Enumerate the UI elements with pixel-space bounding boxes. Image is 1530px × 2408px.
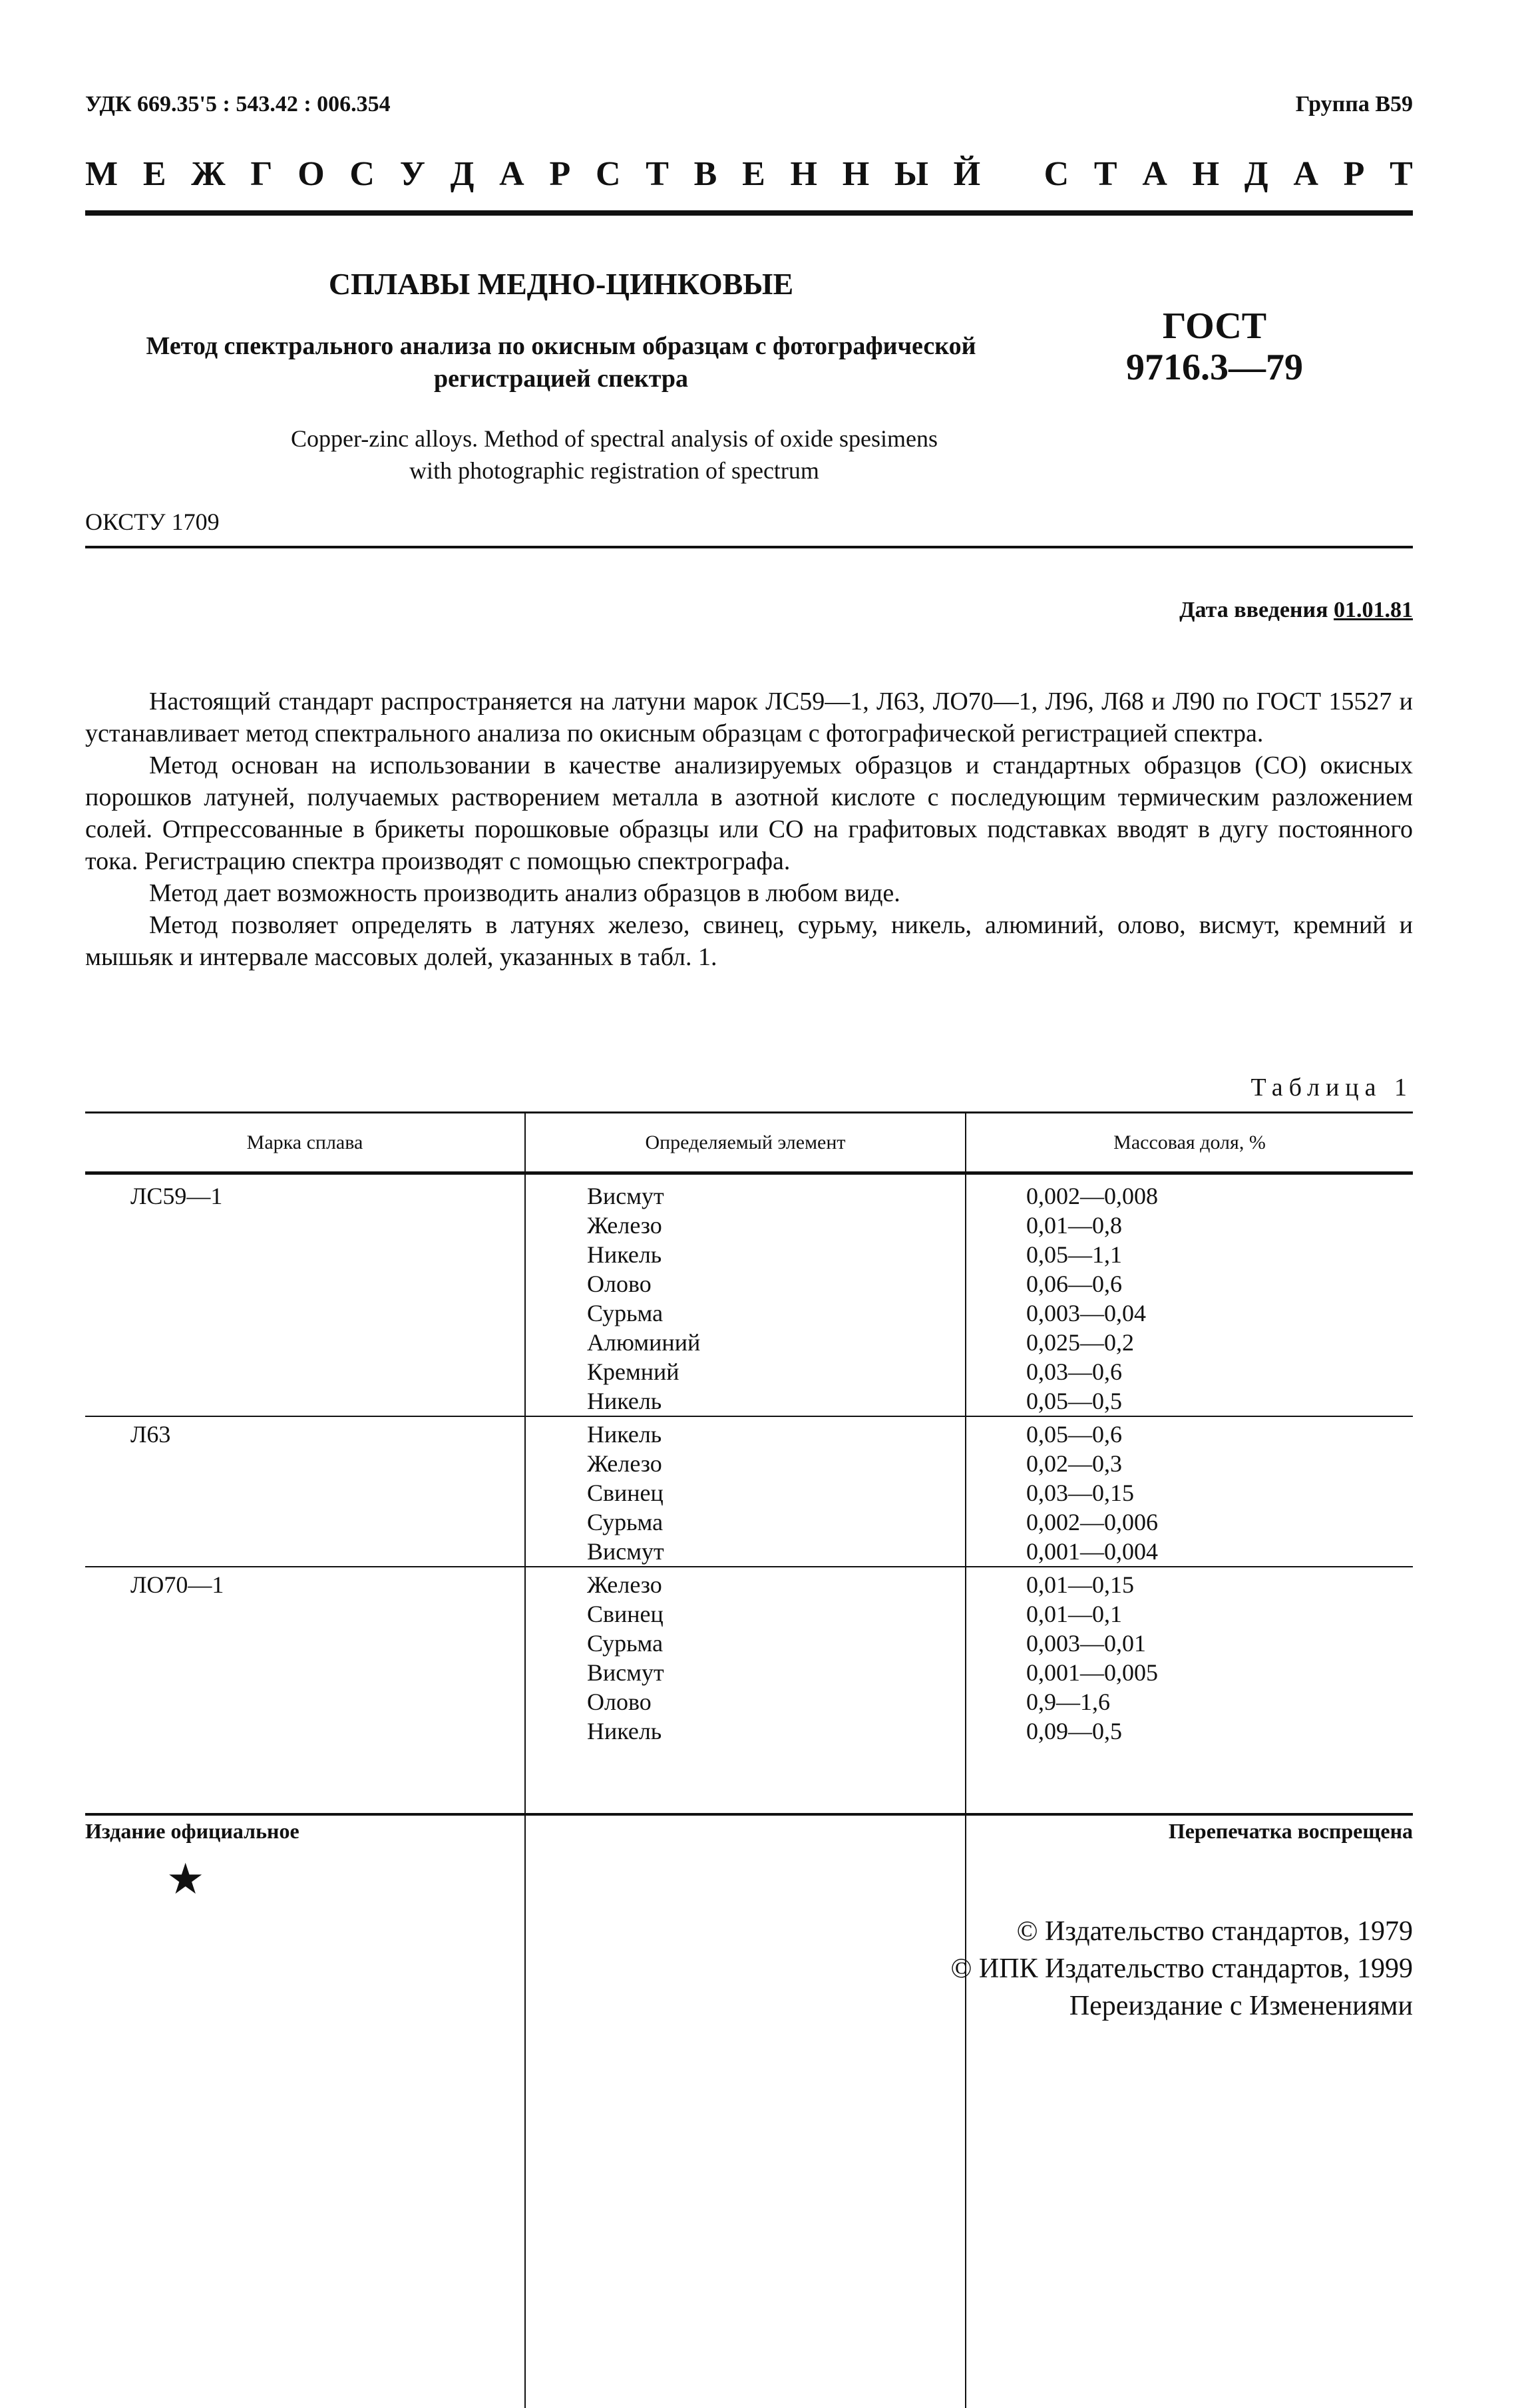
- banner-letter: Р: [549, 155, 571, 193]
- mass-fraction-cell: 0,9—1,6: [1026, 1689, 1110, 1715]
- table-top-rule: [85, 1111, 1413, 1113]
- banner-letter: А: [1142, 155, 1167, 193]
- table-row: [85, 1507, 1413, 1537]
- table-row: [85, 1449, 1413, 1478]
- paragraph: Метод позволяет определять в латунях железо, свинец, сурьму, никель, алюминий, олово, висмут, кремний и мышьяк и интервале массовых долей, указанных в табл. 1.: [85, 911, 1413, 971]
- element-cell: Сурьма: [587, 1509, 664, 1535]
- mass-fraction-cell: 0,003—0,01: [1026, 1630, 1146, 1657]
- element-cell: Висмут: [587, 1659, 664, 1686]
- element-cell: Алюминий: [587, 1329, 701, 1356]
- table-row: [85, 1240, 1413, 1269]
- alloy-name: Л63: [130, 1421, 171, 1448]
- table-row: [85, 1420, 1413, 1449]
- table-header-element: Определяемый элемент: [645, 1131, 846, 1153]
- element-cell: Железо: [587, 1212, 662, 1239]
- table-row: [85, 1299, 1413, 1328]
- element-cell: Сурьма: [587, 1300, 664, 1326]
- banner-letter: С: [349, 155, 375, 193]
- document-subtitle: [85, 330, 1037, 395]
- copyright-block: [950, 1913, 1413, 2025]
- banner-letter: Ж: [191, 155, 226, 193]
- table-row: [85, 1629, 1413, 1658]
- table-header-rule: [85, 1171, 1413, 1175]
- english-title: [85, 423, 1143, 487]
- subtitle-line-1: Метод спектрального анализа по окисным образцам с фотографической: [146, 332, 976, 360]
- mass-fraction-cell: 0,03—0,15: [1026, 1480, 1134, 1506]
- element-cell: Железо: [587, 1571, 662, 1598]
- banner-letter: Н: [790, 155, 817, 193]
- footer-rule: [85, 1813, 1413, 1816]
- mass-fraction-cell: 0,05—0,5: [1026, 1388, 1122, 1414]
- banner-letter: Н: [842, 155, 870, 193]
- mass-fraction-cell: 0,002—0,008: [1026, 1183, 1158, 1209]
- mass-fraction-cell: 0,09—0,5: [1026, 1718, 1122, 1744]
- banner-letter: С: [595, 155, 621, 193]
- banner-letter: Д: [450, 155, 475, 193]
- copyright-line-2: © ИПК Издательство стандартов, 1999: [950, 1953, 1413, 1984]
- mass-fraction-cell: 0,05—0,6: [1026, 1421, 1122, 1448]
- table-row: [85, 1687, 1413, 1716]
- banner-letter: Т: [646, 155, 669, 193]
- element-cell: Никель: [587, 1421, 662, 1448]
- effective-date-label: Дата введения: [1179, 598, 1328, 622]
- table-row: [85, 1357, 1413, 1386]
- element-cell: Свинец: [587, 1601, 664, 1627]
- table-row: [85, 1181, 1413, 1211]
- paragraph: Метод дает возможность производить анализ образцов в любом виде.: [149, 879, 900, 907]
- mass-fraction-cell: 0,001—0,004: [1026, 1538, 1158, 1565]
- table-row: [85, 1716, 1413, 1746]
- table-row: [85, 1599, 1413, 1629]
- banner-letter: А: [1293, 155, 1318, 193]
- reprint-prohibited-label: Перепечатка воспрещена: [1168, 1819, 1413, 1843]
- banner-letter: Г: [250, 155, 273, 193]
- mass-fraction-cell: 0,05—1,1: [1026, 1241, 1122, 1268]
- paragraph: Настоящий стандарт распространяется на латуни марок ЛС59—1, Л63, ЛО70—1, Л96, Л68 и Л90 по ГОСТ 15527 и устанавливает метод спектрального анализа по окисным образцам с фотографической регистрацией спектра.: [85, 688, 1413, 747]
- table-row: [85, 1269, 1413, 1299]
- table-row: [85, 1211, 1413, 1240]
- table-row: [85, 1328, 1413, 1357]
- mass-fraction-cell: 0,03—0,6: [1026, 1358, 1122, 1385]
- standard-banner: [85, 154, 1413, 194]
- star-icon: ★: [166, 1856, 205, 1903]
- element-cell: Висмут: [587, 1538, 664, 1565]
- effective-date-value: 01.01.81: [1334, 598, 1413, 622]
- banner-letter: М: [85, 155, 118, 193]
- mass-fraction-cell: 0,003—0,04: [1026, 1300, 1146, 1326]
- mass-fraction-cell: 0,01—0,1: [1026, 1601, 1122, 1627]
- banner-letter: Н: [1192, 155, 1220, 193]
- title-rule: [85, 546, 1413, 548]
- table-caption: Таблица 1: [1250, 1074, 1413, 1102]
- banner-letter: Д: [1244, 155, 1268, 193]
- document-title: СПЛАВЫ МЕДНО-ЦИНКОВЫЕ: [328, 267, 794, 301]
- banner-letter: Т: [1093, 155, 1117, 193]
- table-header-fraction: Массовая доля, %: [1113, 1131, 1266, 1153]
- mass-fraction-cell: 0,001—0,005: [1026, 1659, 1158, 1686]
- element-cell: Никель: [587, 1388, 662, 1414]
- banner-letter: А: [499, 155, 524, 193]
- mass-fraction-cell: 0,02—0,3: [1026, 1450, 1122, 1477]
- effective-date: [1179, 598, 1413, 623]
- element-cell: Никель: [587, 1241, 662, 1268]
- copyright-line-1: © Издательство стандартов, 1979: [1016, 1916, 1413, 1947]
- gost-number: [1091, 306, 1338, 388]
- mass-fraction-cell: 0,01—0,8: [1026, 1212, 1122, 1239]
- mass-fraction-cell: 0,025—0,2: [1026, 1329, 1134, 1356]
- subtitle-line-2: регистрацией спектра: [433, 364, 689, 393]
- banner-rule: [85, 210, 1413, 216]
- banner-letter: Е: [142, 155, 166, 193]
- table-row: [85, 1658, 1413, 1687]
- mass-fraction-cell: 0,06—0,6: [1026, 1271, 1122, 1297]
- element-cell: Сурьма: [587, 1630, 664, 1657]
- official-edition-label: Издание официальное: [85, 1819, 299, 1843]
- table-group-rule: [85, 1566, 1413, 1567]
- paragraph: Метод основан на использовании в качестве анализируемых образцов и стандартных образцов (СО) окисных порошков латуней, получаемых растворением металла в азотной кислоте с последующим термическим разложением солей. Отпрессованные в брикеты порошковые образцы или СО на графитовых подставках вводят в дугу постоянного тока. Регистрацию спектра производят с помощью спектрографа.: [85, 751, 1413, 875]
- english-title-line-2: with photographic registration of spectrum: [409, 457, 819, 484]
- group-code: Группа В59: [1295, 92, 1413, 116]
- banner-letter: О: [297, 155, 325, 193]
- banner-letter: Е: [742, 155, 765, 193]
- banner-letter: У: [399, 155, 425, 193]
- gost-code: 9716.3—79: [1126, 346, 1303, 388]
- element-cell: Железо: [587, 1450, 662, 1477]
- table-group-rule: [85, 1416, 1413, 1417]
- banner-letter: Т: [1390, 155, 1413, 193]
- body-text: [85, 686, 1413, 973]
- element-cell: Олово: [587, 1689, 652, 1715]
- banner-letter: Ы: [894, 155, 928, 193]
- element-cell: Олово: [587, 1271, 652, 1297]
- banner-letter: В: [693, 155, 717, 193]
- gost-label: ГОСТ: [1162, 305, 1267, 347]
- mass-fraction-cell: 0,002—0,006: [1026, 1509, 1158, 1535]
- okstu-code: ОКСТУ 1709: [85, 508, 220, 535]
- alloy-name: ЛО70—1: [130, 1571, 224, 1598]
- copyright-line-3: Переиздание с Изменениями: [1069, 1991, 1413, 2021]
- element-cell: Кремний: [587, 1358, 679, 1385]
- element-cell: Висмут: [587, 1183, 664, 1209]
- banner-letter: Й: [953, 155, 981, 193]
- udk-code: УДК 669.35'5 : 543.42 : 006.354: [85, 92, 391, 116]
- banner-letter: С: [1044, 155, 1069, 193]
- table-row: [85, 1570, 1413, 1599]
- table-header-alloy: Марка сплава: [246, 1131, 363, 1153]
- english-title-line-1: Copper-zinc alloys. Method of spectral analysis of oxide spesimens: [290, 425, 938, 452]
- table-row: [85, 1386, 1413, 1416]
- table-row: [85, 1537, 1413, 1566]
- table-row: [85, 1478, 1413, 1507]
- element-cell: Свинец: [587, 1480, 664, 1506]
- element-cell: Никель: [587, 1718, 662, 1744]
- banner-letter: Р: [1343, 155, 1365, 193]
- banner-gap: [1006, 154, 1019, 194]
- mass-fraction-cell: 0,01—0,15: [1026, 1571, 1134, 1598]
- alloy-name: ЛС59—1: [130, 1183, 223, 1209]
